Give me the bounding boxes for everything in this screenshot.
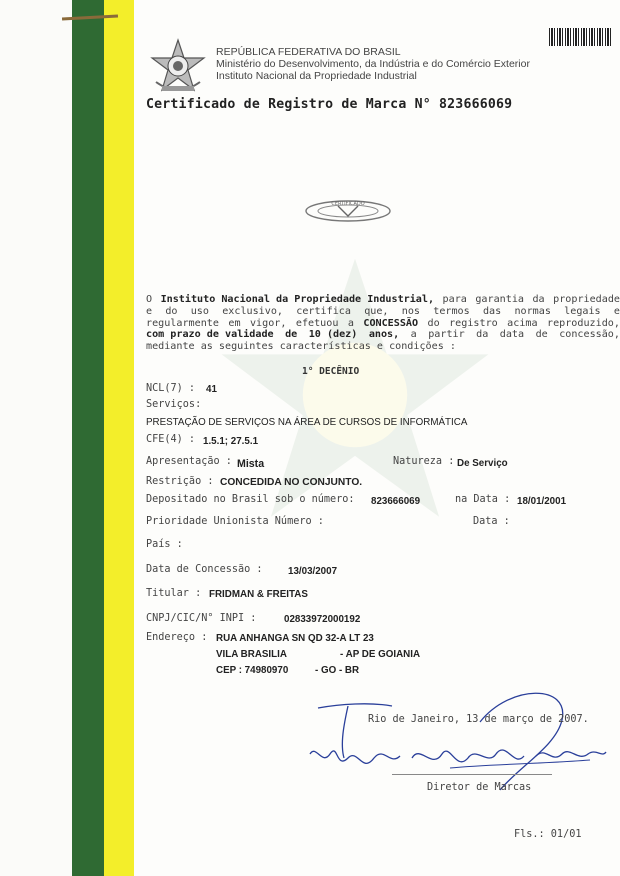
endereco-bairro: VILA BRASILIA (216, 649, 287, 660)
endereco-label: Endereço : (146, 632, 208, 643)
seal-text: CERTIFICADO (331, 201, 365, 207)
restricao-value: CONCEDIDA NO CONJUNTO. (220, 477, 363, 488)
titular-label: Titular : (146, 588, 202, 599)
apresentacao-value: Mista (237, 458, 265, 470)
ncl-value: 41 (206, 384, 217, 395)
signature-line (392, 774, 552, 775)
green-stripe (72, 0, 104, 876)
seal-icon (302, 196, 394, 226)
concessao-label: Data de Concessão : (146, 564, 263, 575)
pais-label: País : (146, 539, 183, 550)
yellow-stripe (104, 0, 134, 876)
decenio-label: 1° DECÊNIO (302, 366, 360, 377)
certification-paragraph: O Instituto Nacional da Propriedade Industrial, para garantia da propriedade e do uso exclusivo, certifica que, nos termos das normas legais e regularmente em vigor, efetuou a CONCESSÃO do registro acima reproduzido, com prazo de validade de 10 (dez) anos, a partir da data de concessão, mediante as seguintes características e condições : (146, 294, 620, 353)
servicos-label: Serviços: (146, 399, 202, 410)
cnpj-label: CNPJ/CIC/N° INPI : (146, 613, 257, 624)
depositado-label: Depositado no Brasil sob o número: (146, 494, 355, 505)
natureza-value: De Serviço (457, 458, 508, 469)
signature-icon (300, 684, 610, 794)
titular-value: FRIDMAN & FREITAS (209, 589, 308, 600)
natureza-label: Natureza : (393, 456, 455, 467)
endereco-uf: - GO - BR (315, 665, 360, 676)
servicos-value: PRESTAÇÃO DE SERVIÇOS NA ÁREA DE CURSOS DE INFORMÁTICA (146, 417, 468, 428)
endereco-line1: RUA ANHANGA SN QD 32-A LT 23 (216, 633, 374, 644)
prioridade-label: Prioridade Unionista Número : (146, 516, 324, 527)
prioridade-data-label: Data : (473, 516, 510, 527)
endereco-cidade: - AP DE GOIANIA (340, 649, 421, 660)
coat-of-arms-icon (148, 38, 208, 96)
header-republic: REPÚBLICA FEDERATIVA DO BRASIL (216, 46, 401, 58)
na-data-label: na Data : (455, 494, 511, 505)
restricao-label: Restrição : (146, 476, 214, 487)
depositado-value: 823666069 (371, 496, 421, 507)
header-ministry: Ministério do Desenvolvimento, da Indústria e do Comércio Exterior (216, 58, 530, 70)
signature-role: Diretor de Marcas (427, 782, 532, 793)
place-date: Rio de Janeiro, 13 de março de 2007. (368, 714, 589, 725)
barcode (549, 28, 611, 46)
na-data-value: 18/01/2001 (517, 496, 567, 507)
page-count: Fls.: 01/01 (514, 829, 582, 840)
apresentacao-label: Apresentação : (146, 456, 232, 467)
cnpj-value: 02833972000192 (284, 614, 361, 625)
cfe-label: CFE(4) : (146, 434, 196, 445)
endereco-cep: CEP : 74980970 (216, 665, 289, 676)
certificate-title: Certificado de Registro de Marca N° 823666069 (146, 97, 513, 112)
cfe-value: 1.5.1; 27.5.1 (203, 436, 259, 447)
concessao-value: 13/03/2007 (288, 566, 338, 577)
left-margin (0, 0, 72, 876)
header-institute: Instituto Nacional da Propriedade Industrial (216, 70, 417, 82)
ncl-label: NCL(7) : (146, 383, 196, 394)
